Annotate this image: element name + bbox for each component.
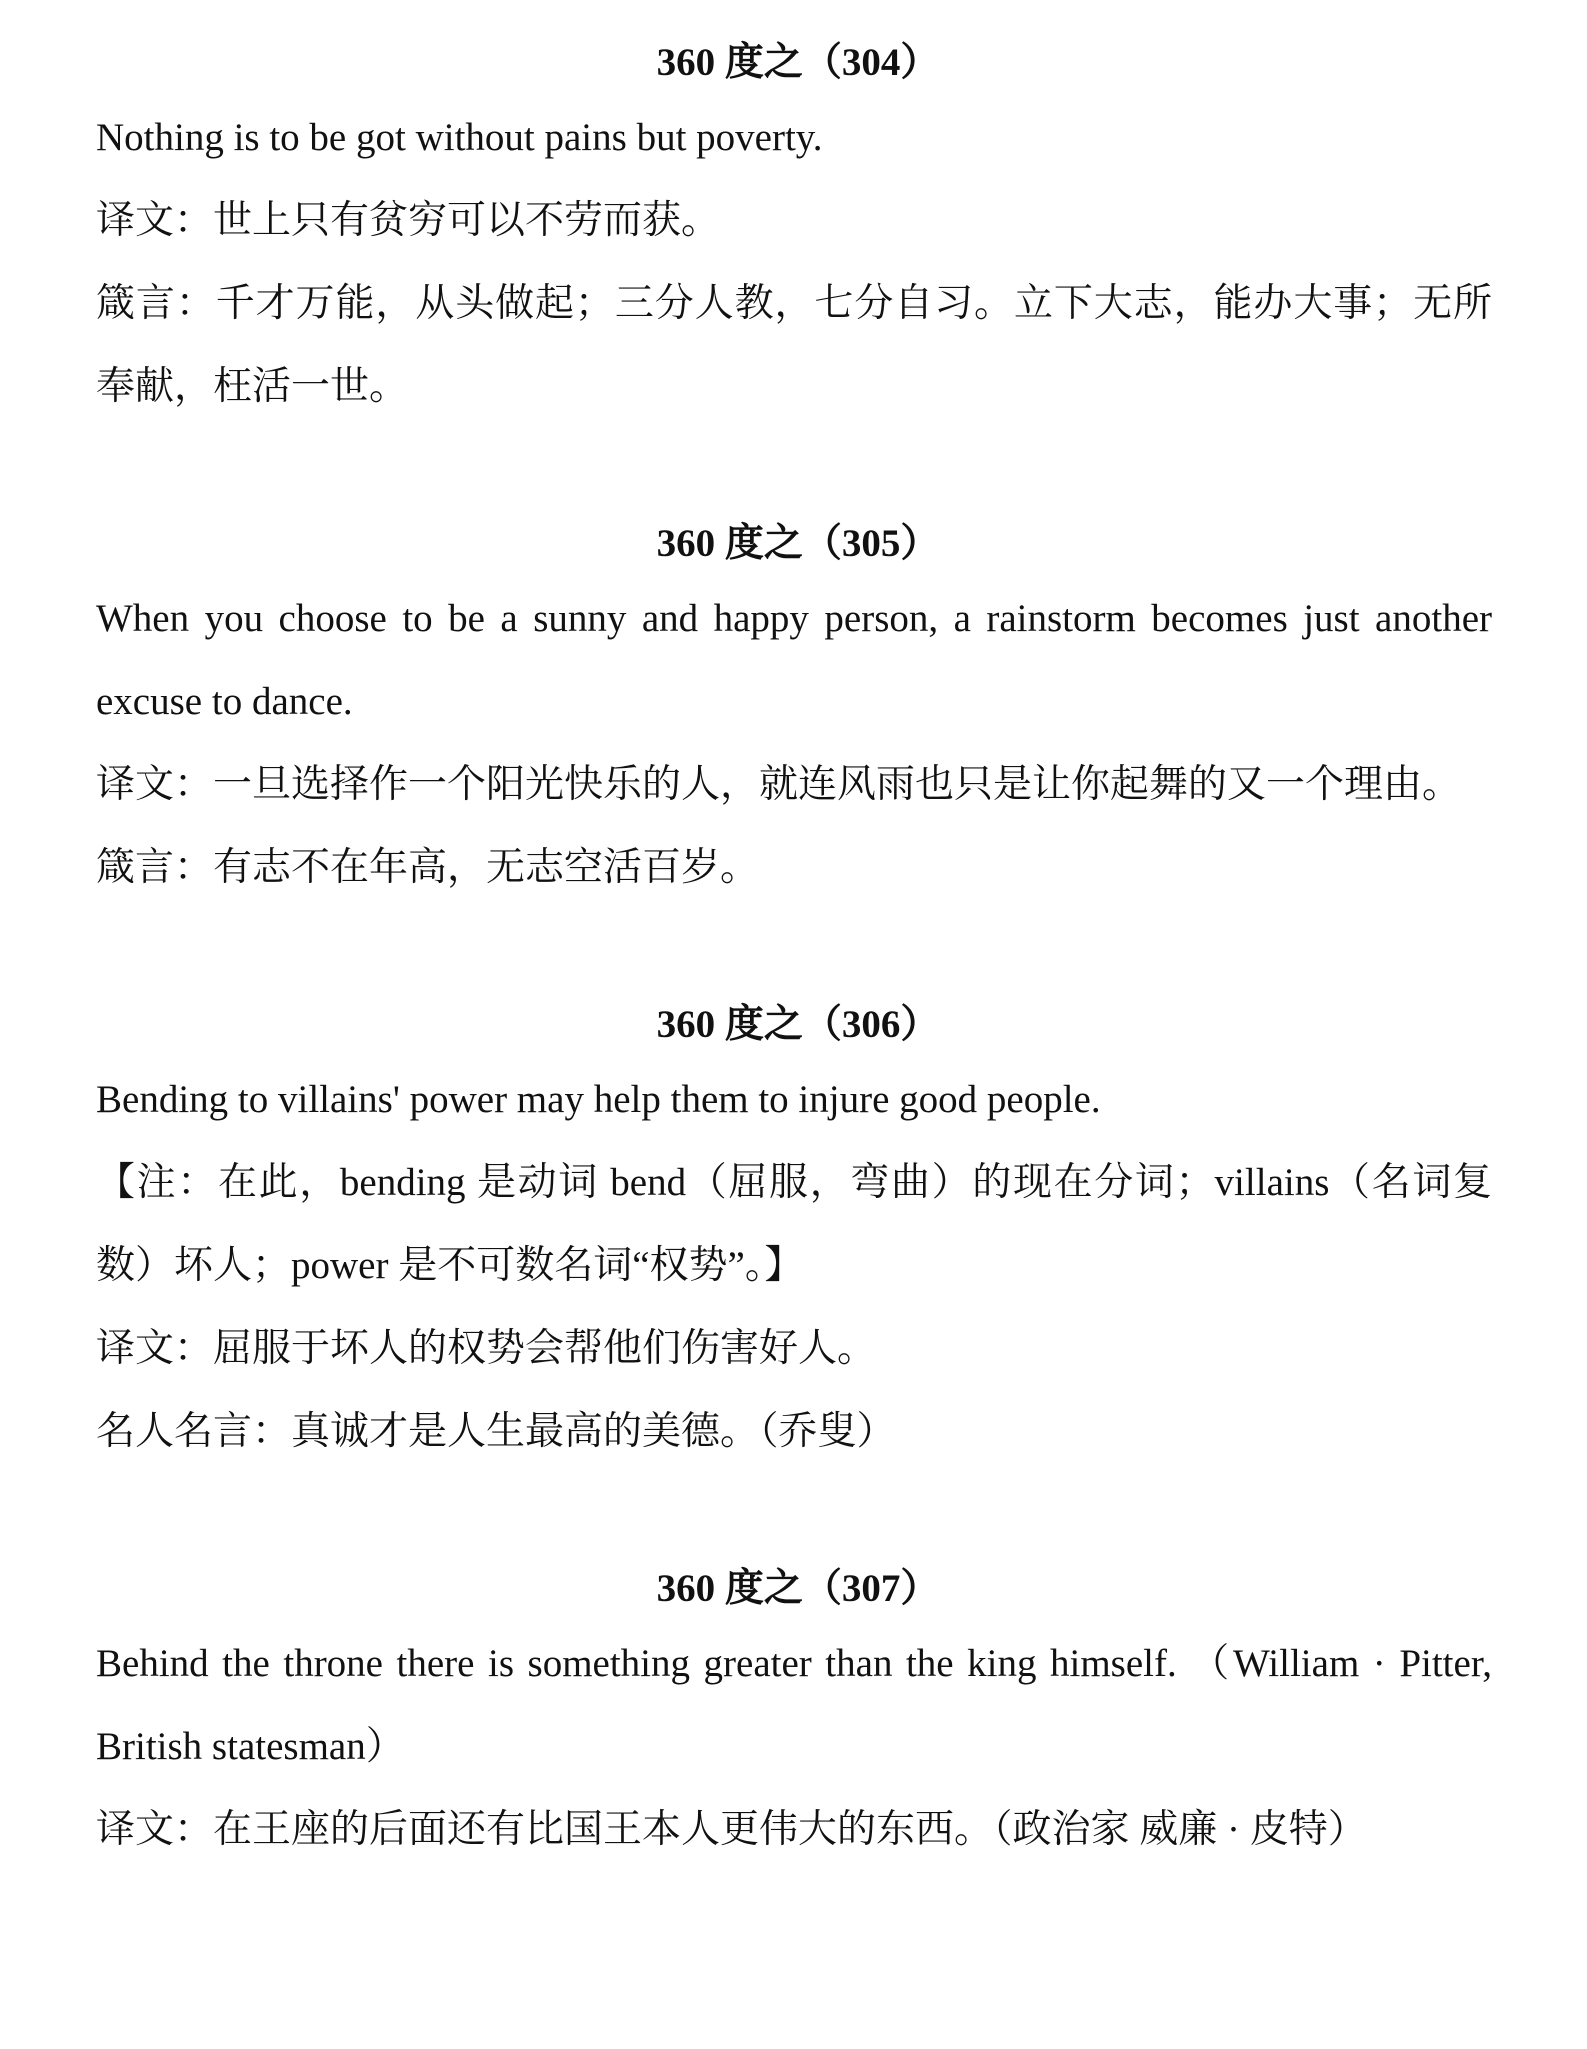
translation: 译文：一旦选择作一个阳光快乐的人，就连风雨也只是让你起舞的又一个理由。 — [96, 763, 1462, 806]
english-sentence: Nothing is to be got without pains but poverty. — [96, 116, 823, 159]
motto: 箴言：千才万能，从头做起；三分人教，七分自习。立下大志，能办大事；无所奉献，枉活一世。 — [96, 282, 1492, 408]
entry-heading: 360 度之（306） — [656, 1003, 940, 1046]
translation: 译文：在王座的后面还有比国王本人更伟大的东西。（政治家 威廉 · 皮特） — [96, 1808, 1367, 1851]
english-sentence: When you choose to be a sunny and happy person, a rainstorm becomes just another excuse to dance. — [96, 597, 1492, 723]
entry-306 — [96, 992, 1492, 1473]
english-sentence: Bending to villains' power may help them to injure good people. — [96, 1078, 1101, 1121]
entry-heading: 360 度之（307） — [656, 1567, 940, 1610]
document-page — [96, 30, 1492, 1871]
translation: 译文：世上只有贫穷可以不劳而获。 — [96, 199, 721, 242]
entry-307 — [96, 1556, 1492, 1871]
famous-quote: 名人名言：真诚才是人生最高的美德。（乔叟） — [96, 1410, 896, 1453]
entry-305 — [96, 511, 1492, 909]
entry-304 — [96, 30, 1492, 428]
english-sentence: Behind the throne there is something greater than the king himself. （William · Pitter, British statesman） — [96, 1642, 1492, 1768]
grammar-note: 【注：在此，bending 是动词 bend（屈服，弯曲）的现在分词；villains（名词复数）坏人；power 是不可数名词“权势”。】 — [96, 1161, 1492, 1287]
entry-heading: 360 度之（304） — [656, 41, 940, 84]
translation: 译文：屈服于坏人的权势会帮他们伤害好人。 — [96, 1327, 877, 1370]
motto: 箴言：有志不在年高，无志空活百岁。 — [96, 846, 760, 889]
entry-heading: 360 度之（305） — [656, 522, 940, 565]
